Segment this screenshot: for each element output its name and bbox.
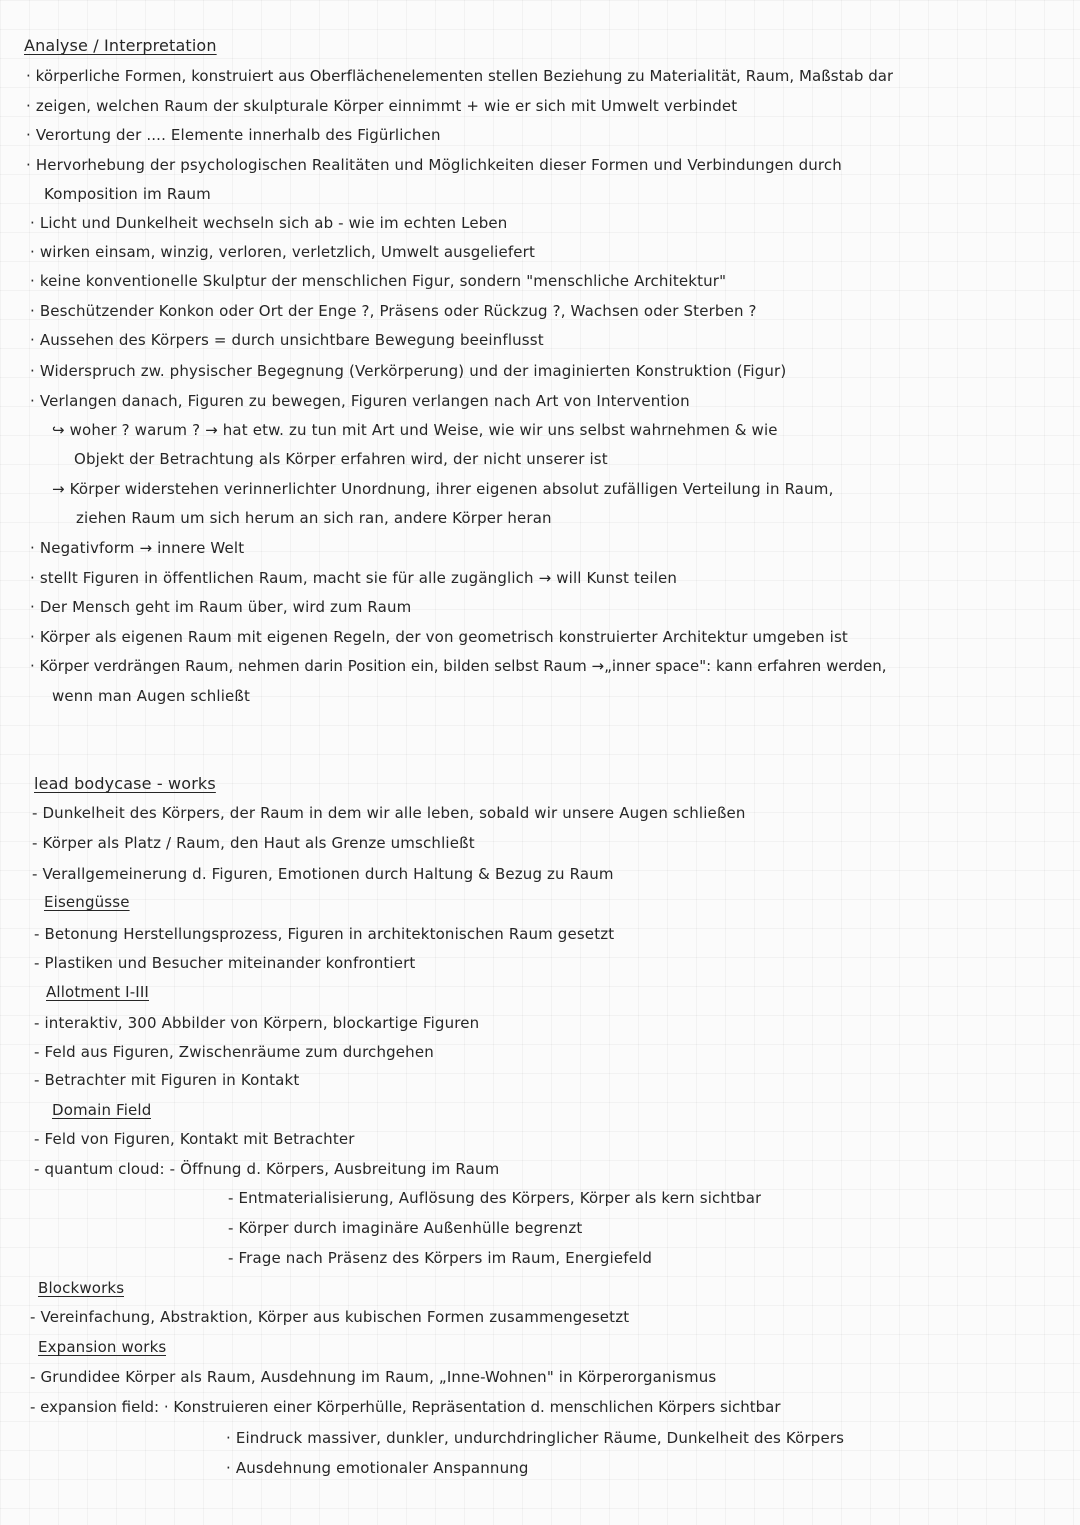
note-line: - Feld von Figuren, Kontakt mit Betrachter (34, 1130, 355, 1148)
note-line: · Aussehen des Körpers = durch unsichtbare Bewegung beeinflusst (30, 331, 544, 349)
note-line: · wirken einsam, winzig, verloren, verletzlich, Umwelt ausgeliefert (30, 243, 536, 261)
note-line: Objekt der Betrachtung als Körper erfahren wird, der nicht unserer ist (74, 450, 608, 468)
note-line: Komposition im Raum (44, 185, 211, 203)
note-line: - Entmaterialisierung, Auflösung des Körpers, Körper als kern sichtbar (228, 1189, 762, 1207)
subheading-blockworks: Blockworks (38, 1279, 125, 1297)
note-line: · Eindruck massiver, dunkler, undurchdringlicher Räume, Dunkelheit des Körpers (226, 1429, 845, 1447)
note-line: · Hervorhebung der psychologischen Realitäten und Möglichkeiten dieser Formen und Verbindungen durch (26, 156, 842, 174)
subheading-expansion-works: Expansion works (38, 1338, 167, 1356)
section-heading-lead-bodycase: lead bodycase - works (34, 774, 216, 793)
note-line: - Grundidee Körper als Raum, Ausdehnung im Raum, „Inne-Wohnen" in Körperorganismus (30, 1368, 717, 1386)
note-line: · Körper als eigenen Raum mit eigenen Regeln, der von geometrisch konstruierter Architektur umgeben ist (30, 628, 848, 646)
note-line: · Verlangen danach, Figuren zu bewegen, Figuren verlangen nach Art von Intervention (30, 392, 690, 410)
note-line: · Körper verdrängen Raum, nehmen darin Position ein, bilden selbst Raum →„inner space": kann erfahren werden, (30, 657, 887, 675)
note-line: · körperliche Formen, konstruiert aus Oberflächenelementen stellen Beziehung zu Materialität, Raum, Maßstab dar (26, 67, 894, 85)
note-line: wenn man Augen schließt (52, 687, 251, 705)
note-line: ziehen Raum um sich herum an sich ran, andere Körper heran (76, 509, 552, 527)
note-line: - Körper durch imaginäre Außenhülle begrenzt (228, 1219, 583, 1237)
subheading-domain-field: Domain Field (52, 1101, 152, 1119)
note-line: → Körper widerstehen verinnerlichter Unordnung, ihrer eigenen absolut zufälligen Verteilung in Raum, (52, 480, 834, 498)
note-line: · Beschützender Konkon oder Ort der Enge ?, Präsens oder Rückzug ?, Wachsen oder Sterben ? (30, 302, 757, 320)
note-line: · Ausdehnung emotionaler Anspannung (226, 1459, 529, 1477)
note-line: - Dunkelheit des Körpers, der Raum in dem wir alle leben, sobald wir unsere Augen schließen (32, 804, 746, 822)
note-line: - Körper als Platz / Raum, den Haut als Grenze umschließt (32, 834, 475, 852)
note-line: - Frage nach Präsenz des Körpers im Raum, Energiefeld (228, 1249, 653, 1267)
note-line: - expansion field: · Konstruieren einer Körperhülle, Repräsentation d. menschlichen Körpers sichtbar (30, 1398, 781, 1416)
note-line: - interaktiv, 300 Abbilder von Körpern, blockartige Figuren (34, 1014, 480, 1032)
note-line: - Betonung Herstellungsprozess, Figuren in architektonischen Raum gesetzt (34, 925, 615, 943)
note-line: · keine konventionelle Skulptur der menschlichen Figur, sondern "menschliche Architektur" (30, 272, 727, 290)
note-line: · Der Mensch geht im Raum über, wird zum Raum (30, 598, 412, 616)
note-line: - Feld aus Figuren, Zwischenräume zum durchgehen (34, 1043, 434, 1061)
note-line: · Negativform → innere Welt (30, 539, 245, 557)
subheading-allotment: Allotment I-III (46, 983, 150, 1001)
note-line: · stellt Figuren in öffentlichen Raum, macht sie für alle zugänglich → will Kunst teilen (30, 569, 678, 587)
note-line: - Betrachter mit Figuren in Kontakt (34, 1071, 300, 1089)
note-line: - quantum cloud: - Öffnung d. Körpers, Ausbreitung im Raum (34, 1160, 500, 1178)
note-line: · Verortung der .... Elemente innerhalb des Figürlichen (26, 126, 441, 144)
note-line: · zeigen, welchen Raum der skulpturale Körper einnimmt + wie er sich mit Umwelt verbindet (26, 97, 738, 115)
subheading-eisenguesse: Eisengüsse (44, 893, 130, 911)
note-line: - Plastiken und Besucher miteinander konfrontiert (34, 954, 416, 972)
note-line: - Vereinfachung, Abstraktion, Körper aus kubischen Formen zusammengesetzt (30, 1308, 630, 1326)
section-heading-analyse: Analyse / Interpretation (24, 36, 217, 55)
note-line: · Licht und Dunkelheit wechseln sich ab - wie im echten Leben (30, 214, 508, 232)
note-line: · Widerspruch zw. physischer Begegnung (Verkörperung) und der imaginierten Konstruktion (Figur) (30, 362, 787, 380)
note-line: - Verallgemeinerung d. Figuren, Emotionen durch Haltung & Bezug zu Raum (32, 865, 614, 883)
note-line: ↪ woher ? warum ? → hat etw. zu tun mit Art und Weise, wie wir uns selbst wahrnehmen & wie (52, 421, 778, 439)
